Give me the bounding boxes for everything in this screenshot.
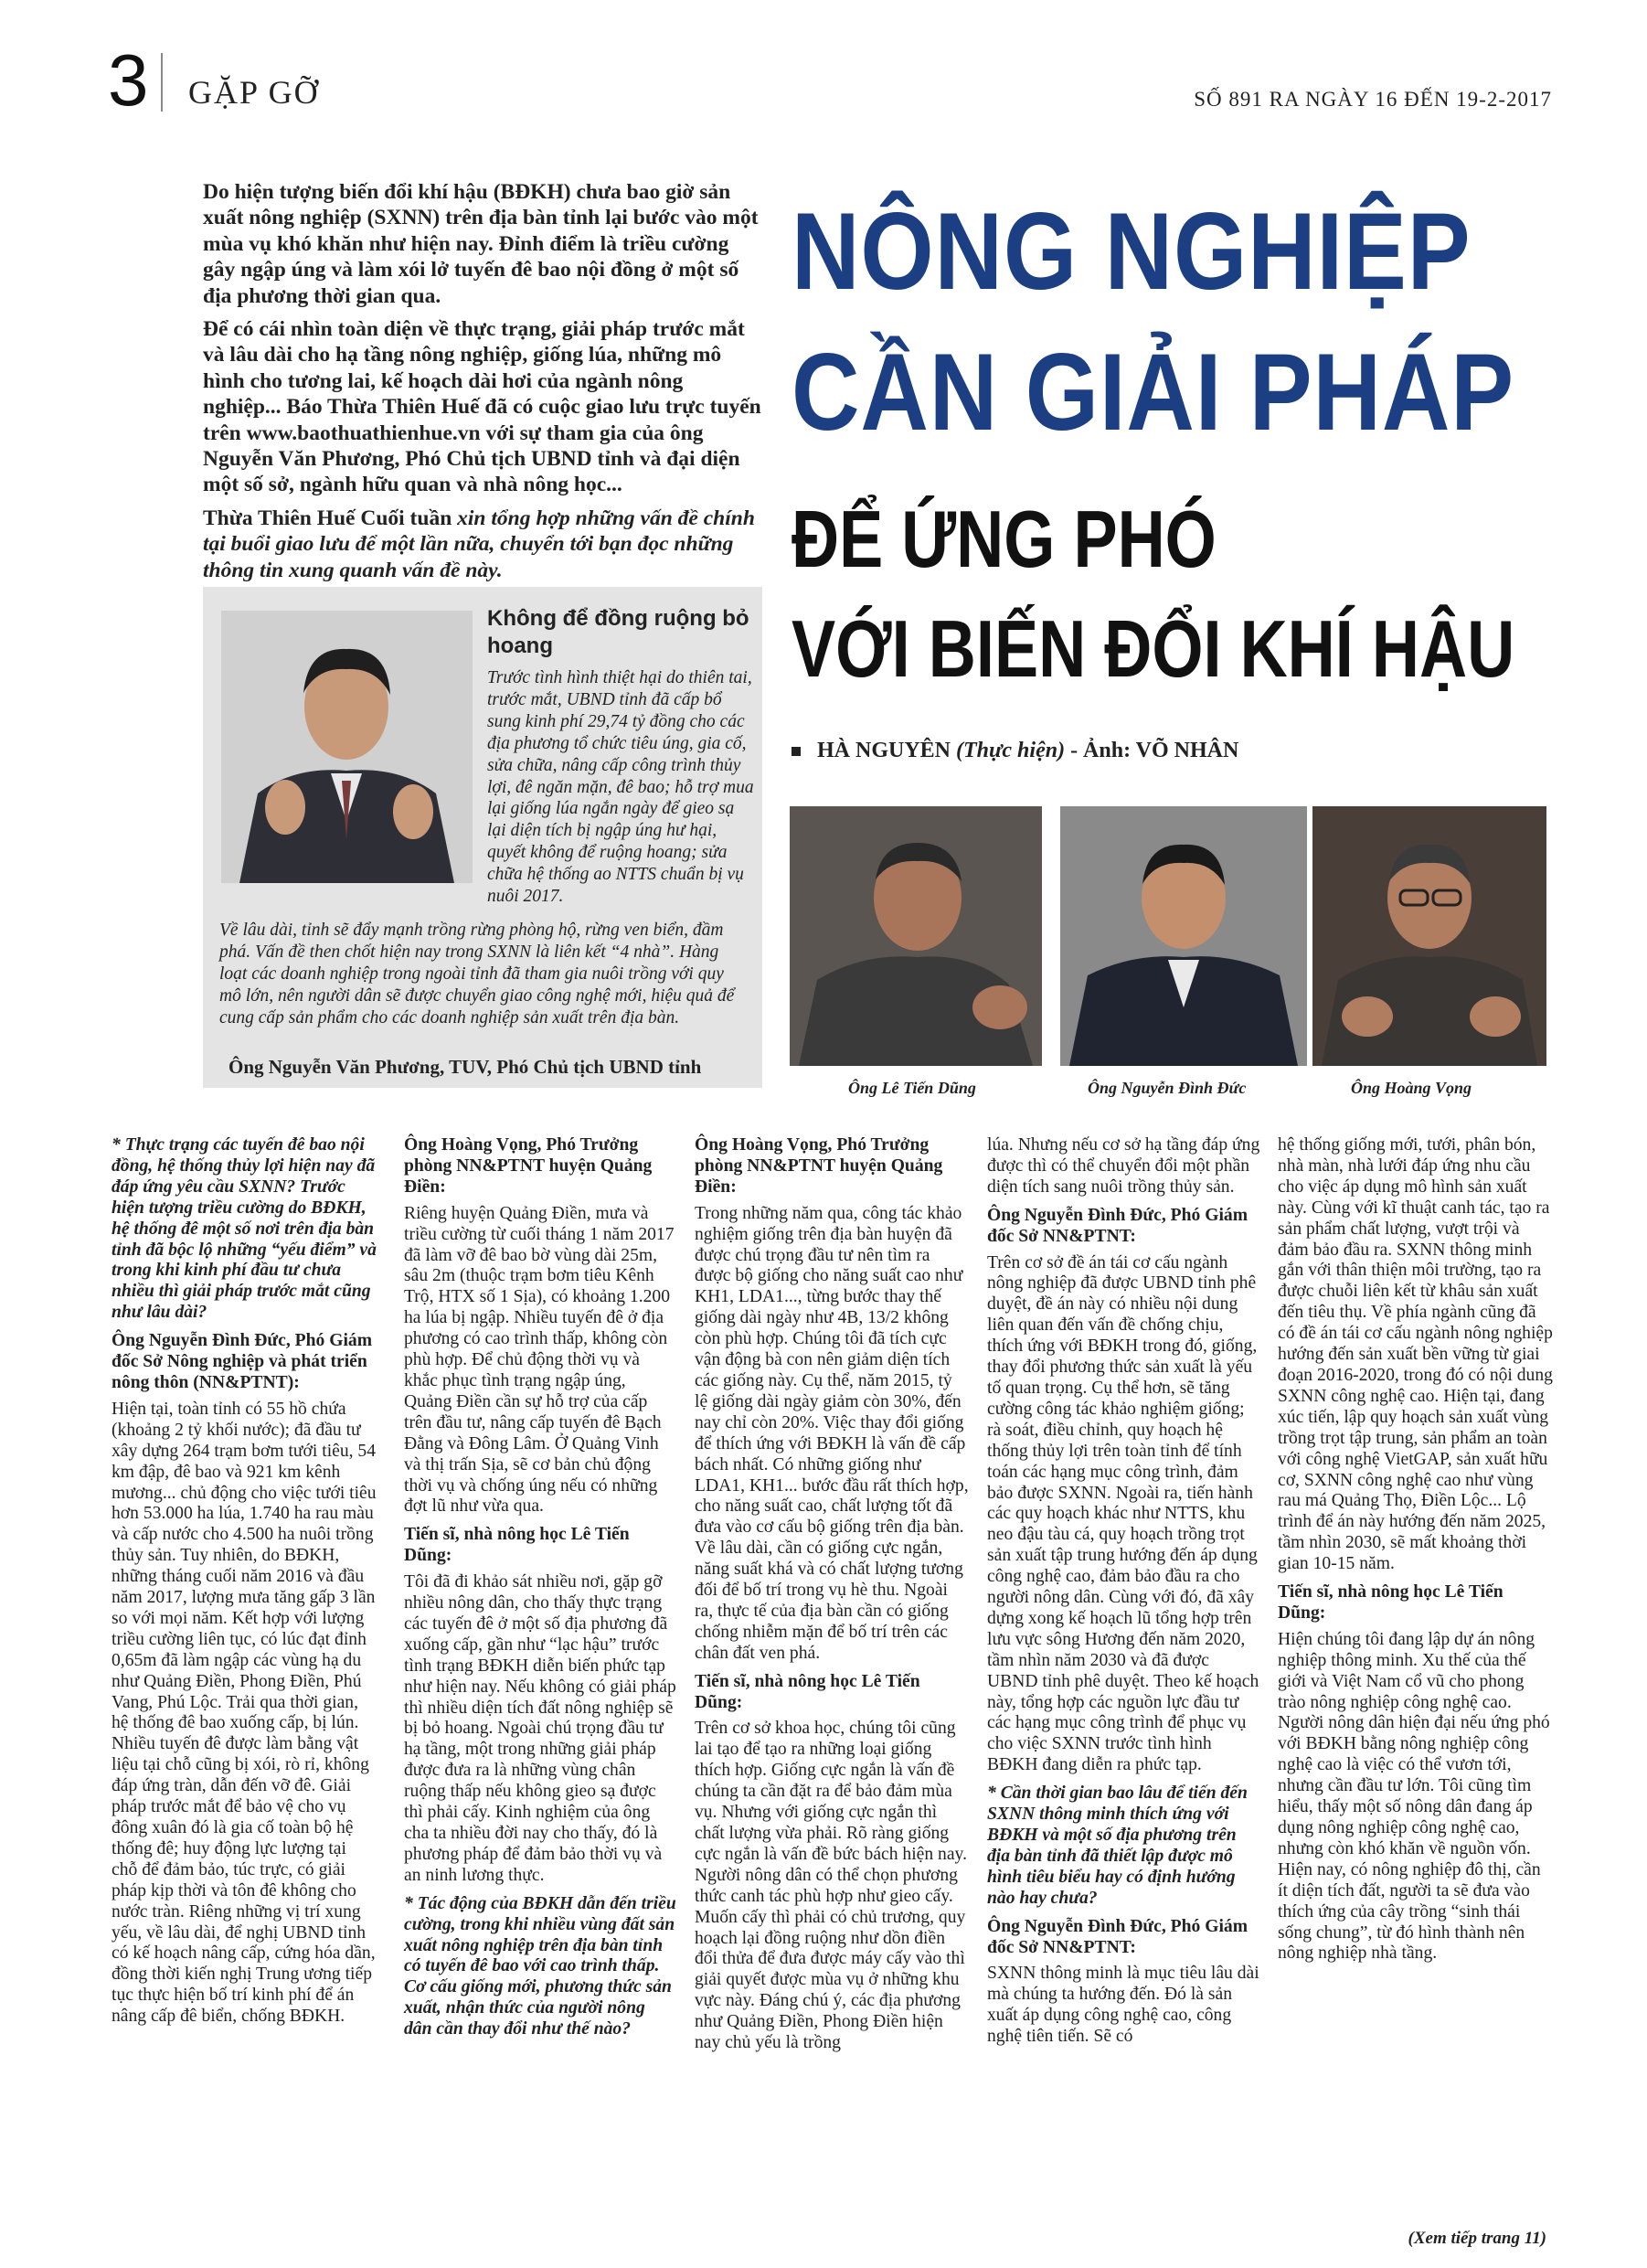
photo-caption-1: Ông Lê Tiến Dũng <box>848 1079 976 1097</box>
headline-line-2: CẦN GIẢI PHÁP <box>792 331 1514 453</box>
photo-nguyen-dinh-duc <box>1060 806 1307 1066</box>
answer: Trong những năm qua, công tác khảo nghiệm giống trên địa bàn huyện đã được chú trọng đầu tư nên tìm ra được bộ giống cho năng suất cao như KH1, LDA1..., từng bước thay thế giống dài ngày như 4B, 13/2 không còn phù hợp. Chúng tôi đã tích cực vận động bà con nên giảm diện tích các giống này. Cụ thể, năm 2015, tỷ lệ giống dài ngày giảm còn 30%, đến nay chỉ còn 20%. Việc thay đổi giống để thích ứng với BĐKH là vấn đề cấp bách nhất. Có những giống như LDA1, KH1... bước đầu rất thích hợp, cho năng suất cao, chất lượng tốt đã đưa vào cơ cấu bộ giống trên địa bàn. Về lâu dài, cần có giống cực ngắn, năng suất khá và có chất lượng tương đối để bố trí trong vụ hè thu. Ngoài ra, thực tế của địa bàn cần có giống chống nhiễm mặn để bố trí trên các chân đất ven phá. <box>695 1203 969 1663</box>
question: * Cần thời gian bao lâu để tiến đến SXNN thông minh thích ứng với BĐKH và một số địa phương trên địa bàn tỉnh đã thiết lập được mô hình tiêu biểu hay có định hướng nào hay chưa? <box>987 1784 1248 1908</box>
intro-paragraph-3-text: xin tổng hợp những vấn đề chính tại buổi giao lưu để một lần nữa, chuyển tới bạn đọc những thông tin xung quanh vấn đề này. <box>203 506 755 582</box>
headline-line-4: VỚI BIẾN ĐỔI KHÍ HẬU <box>792 603 1515 694</box>
byline-photo: - Ảnh: VÕ NHÂN <box>1070 739 1239 762</box>
intro-paragraph-1: Do hiện tượng biến đổi khí hậu (BĐKH) chưa bao giờ sản xuất nông nghiệp (SXNN) trên địa bàn tỉnh lại bước vào một mùa vụ khó khăn như hiện nay. Đỉnh điểm là triều cường gây ngập úng và làm xói lở tuyến đê bao nội đồng ở một số địa phương thời gian qua. <box>203 180 759 308</box>
answer: Riêng huyện Quảng Điền, mưa và triều cường từ cuối tháng 1 năm 2017 đã làm vỡ đê bao bờ vùng dài 25m, sâu 2m (thuộc trạm bơm tiêu Kênh Trộ, HTX số 1 Sịa), có khoảng 1.200 ha lúa bị ngập. Nhiều tuyến đê ở địa phương có cao trình thấp, không còn phù hợp. Để chủ động thời vụ và khắc phục tình trạng ngập úng, Quảng Điền cần sự hỗ trợ của cấp trên đầu tư, nâng cấp tuyến đê Bạch Đằng và Đông Lâm. Ở Quảng Vinh và thị trấn Sịa, sẽ cơ bản chủ động thời vụ và chống úng nếu có những đợt lũ như vừa qua. <box>404 1203 675 1517</box>
headline-line-1: NÔNG NGHIỆP <box>792 190 1472 313</box>
speaker: Tiến sĩ, nhà nông học Lê Tiến Dũng: <box>404 1525 630 1566</box>
answer-continued: lúa. Nhưng nếu cơ sở hạ tầng đáp ứng được thì có thể chuyển đổi một phần diện tích sang nuôi trồng thủy sản. <box>987 1135 1260 1197</box>
header-divider <box>161 53 163 112</box>
photo-hoang-vong <box>1312 806 1546 1066</box>
photo-illustration-1 <box>790 806 1042 1066</box>
intro-lead <box>203 179 766 591</box>
speaker: Ông Nguyễn Đình Đức, Phó Giám đốc Sở NN&PTNT: <box>987 1205 1249 1246</box>
speaker: Tiến sĩ, nhà nông học Lê Tiến Dũng: <box>1278 1582 1504 1623</box>
section-title: GẶP GỠ <box>188 74 320 111</box>
photo-caption-2: Ông Nguyễn Đình Đức <box>1088 1079 1247 1097</box>
question: * Thực trạng các tuyến đê bao nội đồng, hệ thống thủy lợi hiện nay đã đáp ứng yêu cầu SXNN? Trước hiện tượng triều cường do BĐKH, hệ thống đê một số nơi trên địa bàn tỉnh đã bộc lộ những “yếu điểm” và trong khi kinh phí đầu tư chưa nhiều thì giải pháp trước mắt cũng như lâu dài? <box>112 1135 377 1323</box>
photo-caption-3: Ông Hoàng Vọng <box>1351 1079 1472 1097</box>
speaker: Ông Nguyễn Đình Đức, Phó Giám đốc Sở NN&PTNT: <box>987 1916 1249 1957</box>
speaker: Ông Nguyễn Đình Đức, Phó Giám đốc Sở Nông nghiệp và phát triển nông thôn (NN&PTNT): <box>112 1331 373 1392</box>
sidebar-text-2: Về lâu dài, tỉnh sẽ đẩy mạnh trồng rừng phòng hộ, rừng ven biển, đầm phá. Vấn đề then chốt hiện nay trong SXNN là liên kết “4 nhà”. Hàng loạt các doanh nghiệp trong ngoài tỉnh đã tham gia nuôi trồng với quy mô lớn, nên người dân sẽ được chuyển giao công nghệ mới, hiệu quả để cung cấp sản phẩm cho các doanh nghiệp sản xuất trên địa bàn. <box>219 921 735 1028</box>
issue-info: SỐ 891 RA NGÀY 16 ĐẾN 19-2-2017 <box>1194 88 1552 111</box>
answer: Hiện chúng tôi đang lập dự án nông nghiệp thông minh. Xu thế của thế giới và Việt Nam cổ vũ cho phong trào nông nghiệp công nghệ cao. Người nông dân hiện đại nếu ứng phó với BĐKH bằng nông nghiệp công nghệ cao là việc có thể vươn tới, nhưng cần đầu tư lớn. Tôi cũng tìm hiểu, thấy một số nông dân đang áp dụng nông nghiệp công nghệ cao, nhưng còn khó khăn về nguồn vốn. Hiện nay, có nông nghiệp đô thị, cần ít diện tích đất, người ta sẽ đưa vào thích ứng của cây trồng “sinh thái sống chung”, từ đó hình thành nên nông nghiệp nhà tầng. <box>1278 1629 1550 1964</box>
byline-role: (Thực hiện) <box>956 739 1066 762</box>
portrait-illustration <box>221 611 473 883</box>
page-number: 3 <box>108 39 149 121</box>
article-column-1 <box>112 1135 377 2035</box>
answer: SXNN thông minh là mục tiêu lâu dài mà chúng ta hướng đến. Đó là sản xuất áp dụng công nghệ cao, công nghệ tiên tiến. Sẽ có <box>987 1964 1259 2047</box>
article-column-3 <box>695 1135 969 2061</box>
answer: Tôi đã đi khảo sát nhiều nơi, gặp gỡ nhiều nông dân, cho thấy thực trạng các tuyến đê ở một số địa phương đã xuống cấp, gần như “lạc hậu” trước tình trạng BĐKH diễn biến phức tạp như hiện nay. Nếu không có giải pháp thì nhiều diện tích đất nông nghiệp sẽ bị bỏ hoang. Ngoài chú trọng đầu tư hạ tầng, một trong những giải pháp được đưa ra là những vùng chân ruộng thấp nếu không gieo sạ được thì phải cấy. Kinh nghiệm của ông cha ta nhiều đời nay cho thấy, đó là phương pháp để đảm bảo thời vụ và an ninh lương thực. <box>404 1572 676 1885</box>
byline-author: HÀ NGUYÊN <box>817 739 951 762</box>
portrait-photo-nguyen-van-phuong <box>221 611 473 883</box>
continued-on-page-link[interactable]: (Xem tiếp trang 11) <box>1408 2229 1546 2248</box>
bullet-square-icon <box>792 747 801 756</box>
question: * Tác động của BĐKH dẫn đến triều cường, trong khi nhiều vùng đất sản xuất nông nghiệp trên địa bàn tỉnh có tuyến đê bao với cao trình thấp. Cơ cấu giống mới, phương thức sản xuất, nhận thức của người nông dân cần thay đổi như thế nào? <box>404 1893 676 2039</box>
answer-continued: hệ thống giống mới, tưới, phân bón, nhà màn, nhà lưới đáp ứng nhu cầu cho việc áp dụng mô hình sản xuất này. Cùng với kĩ thuật canh tác, tạo ra sản phẩm chất lượng, vượt trội và đảm bảo đầu ra. SXNN thông minh gắn với thân thiện môi trường, tạo ra được chuỗi liên kết từ khâu sản xuất đến tiêu thụ. Về phía ngành cũng đã có đề án tái cơ cấu ngành nông nghiệp hướng đến sản xuất bền vững từ giai đoạn 2016-2020, trong đó có nội dung SXNN công nghệ cao. Hiện tại, đang xúc tiến, lập quy hoạch sản xuất vùng trồng trọt tập trung, sản phẩm an toàn với công nghệ VietGAP, sản xuất hữu cơ, SXNN công nghệ cao như vùng rau má Quảng Thọ, Điền Lộc... Lộ trình để án này hướng đến năm 2025, tầm nhìn 2030, sẽ mất khoảng thời gian 10-15 năm. <box>1278 1135 1553 1574</box>
answer: Trên cơ sở khoa học, chúng tôi cũng lai tạo để tạo ra những loại giống thích hợp. Giống cực ngắn là vấn đề chúng ta cần đặt ra để bảo đảm mùa vụ. Nhưng với giống cực ngắn thì chất lượng vừa phải. Rõ ràng giống cực ngắn là vấn đề bức bách hiện nay. Người nông dân có thể chọn phương thức canh tác phù hợp như gieo cấy. Muốn cấy thì phải có chủ trương, quy hoạch lại đồng ruộng như dồn điền đổi thửa để đưa được máy cấy vào thì giải quyết được mùa vụ ở những khu vực này. Đáng chú ý, các địa phương như Quảng Điền, Phong Điền hiện nay chủ yếu là trồng <box>695 1719 967 2053</box>
article-column-2 <box>404 1135 676 2048</box>
answer: Trên cơ sở đề án tái cơ cấu ngành nông nghiệp đã được UBND tỉnh phê duyệt, đề án này có nhiều nội dung liên quan đến vấn đề chống chịu, thích ứng với BĐKH trong đó, giống, thay đổi phương thức sản xuất là yếu tố quan trọng. Cụ thể hơn, sẽ tăng cường công tác khảo nghiệm giống; rà soát, điều chỉnh, quy hoạch hệ thống thủy lợi trên toàn tỉnh để tính toán các hạng mục công trình, đảm bảo được SXNN. Ngoài ra, tiến hành các quy hoạch khác như NTTS, khu neo đậu tàu cá, quy hoạch trồng trọt sản xuất tập trung hướng đến áp dụng công nghệ cao, đảm bảo đầu ra cho người nông dân. Cùng với đó, đã xây dựng xong kế hoạch lũ tổng hợp trên lưu vực sông Hương đến năm 2020, tầm nhìn năm 2030 và đã được UBND tỉnh phê duyệt. Theo kế hoạch này, tổng hợp các nguồn lực đầu tư các hạng mục công trình để phục vụ cho việc SXNN trước tình hình BĐKH đang diễn ra phức tạp. <box>987 1252 1259 1775</box>
byline <box>792 739 1238 763</box>
intro-paragraph-3 <box>203 506 766 583</box>
photo-illustration-3 <box>1312 806 1546 1066</box>
sidebar-title: Không để đồng ruộng bỏ hoang <box>487 606 749 658</box>
photo-illustration-2 <box>1060 806 1307 1066</box>
sidebar-text-1: Trước tình hình thiệt hại do thiên tai, trước mắt, UBND tỉnh đã cấp bổ sung kinh phí 29,74 tỷ đồng cho các địa phương tổ chức tiêu úng, gia cố, sửa chữa, nâng cấp công trình thủy lợi, đê ngăn mặn, đê bao; hỗ trợ mua lại giống lúa ngắn ngày để gieo sạ lại diện tích bị ngập úng hư hại, quyết không để ruộng hoang; sửa chữa hệ thống ao NTTS chuẩn bị vụ nuôi 2017. <box>487 668 754 907</box>
intro-paragraph-2: Để có cái nhìn toàn diện về thực trạng, giải pháp trước mắt và lâu dài cho hạ tầng nông nghiệp, giống lúa, những mô hình cho tương lai, kế hoạch dài hơi của ngành nông nghiệp... Báo Thừa Thiên Huế đã có cuộc giao lưu trực tuyến trên www.baothuathienhue.vn với sự tham gia của ông Nguyễn Văn Phương, Phó Chủ tịch UBND tỉnh và đại diện một số sở, ngành hữu quan và nhà nông học... <box>203 317 761 497</box>
speaker: Tiến sĩ, nhà nông học Lê Tiến Dũng: <box>695 1671 920 1712</box>
speaker: Ông Hoàng Vọng, Phó Trưởng phòng NN&PTNT huyện Quảng Điền: <box>404 1135 653 1197</box>
answer: Hiện tại, toàn tỉnh có 55 hồ chứa (khoảng 2 tỷ khối nước); đã đầu tư xây dựng 264 trạm bơm tưới tiêu, 54 km đập, đê bao và 921 km kênh mương... chủ động cho việc tưới tiêu hơn 53.000 ha lúa, 1.740 ha rau màu và cấp nước cho 4.500 ha nuôi trồng thủy sản. Tuy nhiên, do BĐKH, những tháng cuối năm 2016 và đầu năm 2017, lượng mưa tăng gấp 3 lần so với mọi năm. Kết hợp với lượng triều cường liên tục, có lúc đạt đỉnh 0,65m đã làm ngập các vùng hạ du như Quảng Điền, Phong Điền, Phú Vang, Phú Lộc. Trải qua thời gian, hệ thống đê bao xuống cấp, bị lún. Nhiều tuyến đê được làm bằng vật liệu tại chỗ cũng bị xói, rò rỉ, không đáp ứng tràn, dẫn đến vỡ đê. Giải pháp trước mắt để bảo vệ cho vụ đông xuân đó là gia cố toàn bộ hệ thống đê; huy động lực lượng tại chỗ để đảm bảo, túc trực, có giải pháp kịp thời và tôn đê không cho nước tràn. Riêng những vị trí xung yếu, về lâu dài, để nghị UBND tỉnh có kế hoạch nâng cấp, cứng hóa dần, đồng thời kiến nghị Trung ương tiếp tục thực hiện bố trí kinh phí để án nâng cấp đê biển, chống BĐKH. <box>112 1399 377 2027</box>
speaker: Ông Hoàng Vọng, Phó Trưởng phòng NN&PTNT huyện Quảng Điền: <box>695 1135 943 1197</box>
headline-line-3: ĐỂ ỨNG PHÓ <box>792 494 1217 584</box>
intro-publication-name: Thừa Thiên Huế Cuối tuần <box>203 506 452 530</box>
article-column-4 <box>987 1135 1261 2055</box>
photo-le-tien-dung <box>790 806 1042 1066</box>
article-column-5 <box>1278 1135 1554 1972</box>
sidebar-signature: Ông Nguyễn Văn Phương, TUV, Phó Chủ tịch UBND tỉnh <box>228 1056 702 1078</box>
